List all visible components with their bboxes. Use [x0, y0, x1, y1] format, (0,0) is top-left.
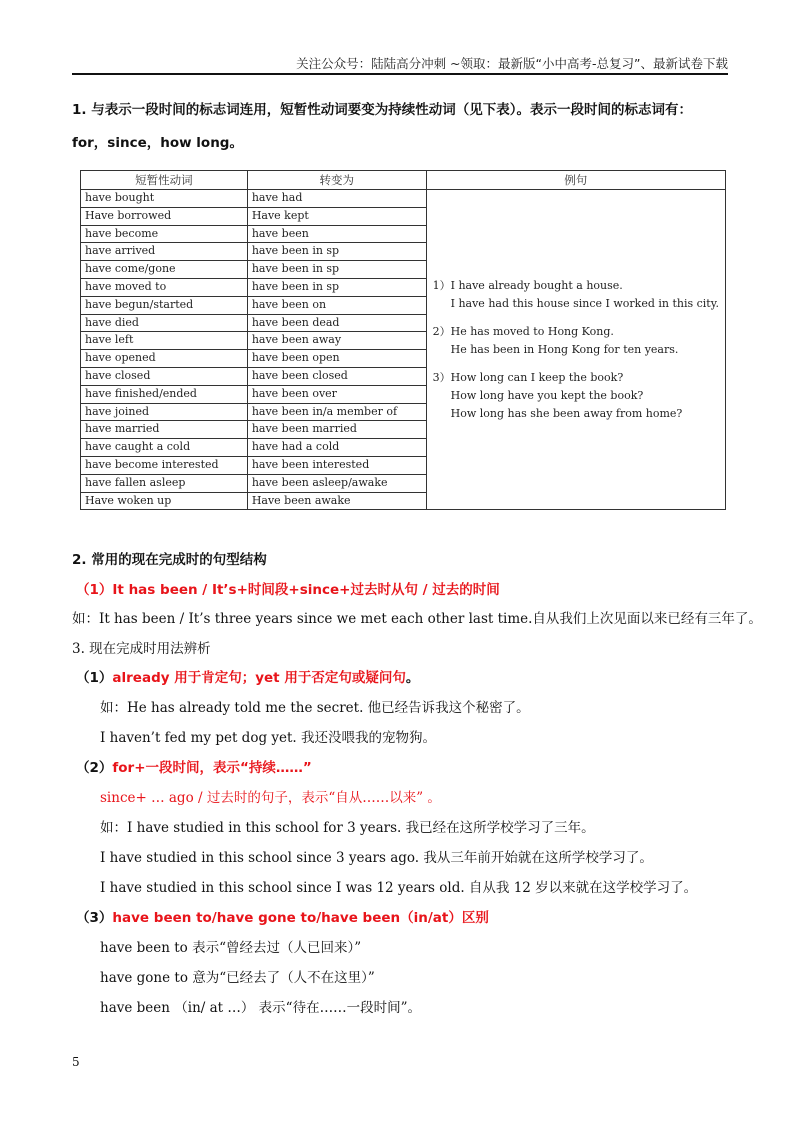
point3-line2: have gone to 意为“已经去了（人不在这里）” [100, 970, 375, 986]
point3-heading: have been to/have gone to/have been（in/at）区别 [112, 910, 489, 926]
table-row [81, 190, 726, 208]
durative-verb-cell: have been married [247, 421, 426, 439]
header-momentary-verbs: 短暂性动词 [81, 171, 248, 190]
example-group [433, 277, 719, 312]
section1-heading: 1. 与表示一段时间的标志词连用，短暂性动词要变为持续性动词（见下表）。表示一段时间的标志词有： [72, 102, 692, 118]
example-line: I have had this house since I worked in this city. [450, 296, 719, 310]
point3-number: （3） [76, 910, 113, 926]
example-line: He has been in Hong Kong for ten years. [450, 342, 679, 356]
header-examples: 例句 [426, 171, 725, 190]
example-group [433, 323, 719, 358]
example-line: 3）How long can I keep the book? [432, 371, 624, 385]
durative-verb-cell: have been asleep/awake [247, 474, 426, 492]
point2-number: （2） [76, 760, 113, 776]
point1-example2: I haven’t fed my pet dog yet. 我还没喂我的宠物狗。 [100, 730, 436, 746]
header-converted: 转变为 [247, 171, 426, 190]
point1-number: （1） [76, 670, 113, 686]
point1-heading-line [76, 666, 419, 686]
header-rule [72, 73, 728, 75]
momentary-verb-cell: have joined [81, 403, 248, 421]
durative-verb-cell: have been closed [247, 367, 426, 385]
momentary-verb-cell: have come/gone [81, 261, 248, 279]
point2-example1: 如：I have studied in this school for 3 years. 我已经在这所学校学习了三年。 [100, 820, 595, 836]
momentary-verb-cell: Have borrowed [81, 207, 248, 225]
momentary-verb-cell: have married [81, 421, 248, 439]
page-number: 5 [72, 1055, 80, 1069]
momentary-verb-cell: have begun/started [81, 296, 248, 314]
durative-verb-cell: Have been awake [247, 492, 426, 510]
point2-since-rule: since+ … ago / 过去时的句子，表示“自从……以来” 。 [100, 790, 441, 806]
point3-line3: have been （in/ at …） 表示“待在……一段时间”。 [100, 1000, 421, 1016]
durative-verb-cell: have been in/a member of [247, 403, 426, 421]
verb-conversion-table [80, 170, 726, 510]
durative-verb-cell: have been dead [247, 314, 426, 332]
durative-verb-cell: have been on [247, 296, 426, 314]
example-line: 2）He has moved to Hong Kong. [432, 325, 614, 339]
section1-keywords: for，since，how long。 [72, 135, 243, 151]
example-line: How long have you kept the book? [450, 389, 644, 403]
section2-example: 如：It has been / It’s three years since we met each other last time.自从我们上次见面以来已经有三年了。 [72, 611, 762, 627]
point2-example3: I have studied in this school since I was 12 years old. 自从我 12 岁以来就在这学校学习了。 [100, 880, 698, 896]
example-line: How long has she been away from home? [450, 406, 683, 420]
durative-verb-cell: have been [247, 225, 426, 243]
point2-heading: for+一段时间，表示“持续……” [112, 760, 312, 776]
durative-verb-cell: have been in sp [247, 243, 426, 261]
point1-heading: already 用于肯定句；yet 用于否定句或疑问句 [112, 670, 406, 686]
momentary-verb-cell: have arrived [81, 243, 248, 261]
point1-example1: 如：He has already told me the secret. 他已经告诉我这个秘密了。 [100, 700, 530, 716]
point2-heading-line [76, 756, 312, 776]
durative-verb-cell: have been in sp [247, 261, 426, 279]
momentary-verb-cell: have died [81, 314, 248, 332]
momentary-verb-cell: have become [81, 225, 248, 243]
momentary-verb-cell: have fallen asleep [81, 474, 248, 492]
point2-example2: I have studied in this school since 3 years ago. 我从三年前开始就在这所学校学习了。 [100, 850, 653, 866]
example-sentences-cell [426, 190, 725, 510]
point3-line1: have been to 表示“曾经去过（人已回来）” [100, 940, 362, 956]
durative-verb-cell: have had [247, 190, 426, 208]
momentary-verb-cell: have moved to [81, 278, 248, 296]
example-group [433, 369, 719, 422]
momentary-verb-cell: have closed [81, 367, 248, 385]
momentary-verb-cell: Have woken up [81, 492, 248, 510]
point3-heading-line [76, 906, 489, 926]
durative-verb-cell: have been over [247, 385, 426, 403]
durative-verb-cell: have been interested [247, 456, 426, 474]
momentary-verb-cell: have caught a cold [81, 439, 248, 457]
momentary-verb-cell: have bought [81, 190, 248, 208]
section2-title: 2. 常用的现在完成时的句型结构 [72, 552, 267, 568]
header-text: 关注公众号：陆陆高分冲刺 ~领取：最新版“小中高考-总复习”、最新试卷下载 [296, 56, 728, 71]
durative-verb-cell: have been open [247, 350, 426, 368]
momentary-verb-cell: have finished/ended [81, 385, 248, 403]
table-header-row [81, 171, 726, 190]
example-line: 1）I have already bought a house. [432, 279, 623, 293]
section3-title: 3. 现在完成时用法辨析 [72, 641, 211, 657]
momentary-verb-cell: have opened [81, 350, 248, 368]
durative-verb-cell: have had a cold [247, 439, 426, 457]
durative-verb-cell: have been in sp [247, 278, 426, 296]
durative-verb-cell: Have kept [247, 207, 426, 225]
section2-pattern: （1）It has been / It’s+时间段+since+过去时从句 / 过去的时间 [76, 582, 500, 598]
momentary-verb-cell: have become interested [81, 456, 248, 474]
momentary-verb-cell: have left [81, 332, 248, 350]
durative-verb-cell: have been away [247, 332, 426, 350]
point1-end: 。 [405, 670, 420, 686]
